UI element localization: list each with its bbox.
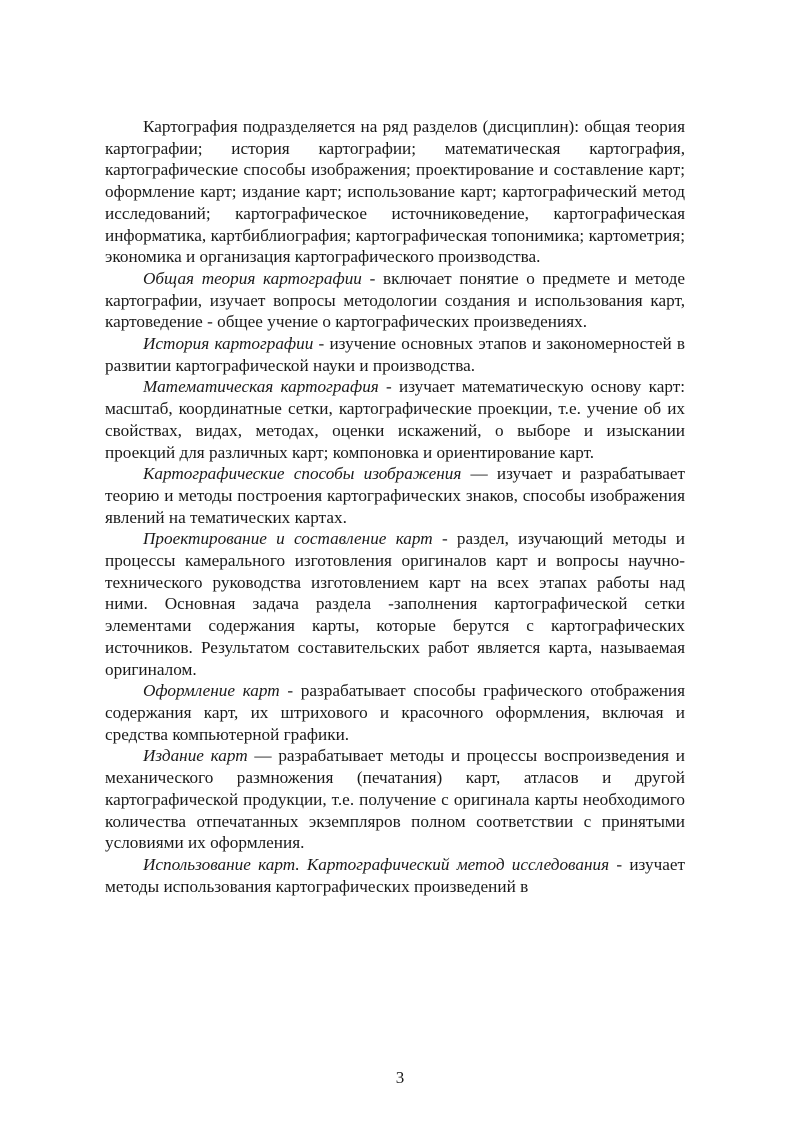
paragraph-text: Картография подразделяется на ряд разделов (дисциплин): общая теория картографии; история картографии; математическая картография, картографические способы изображения; проектирование и составление карт; оформление карт; издание карт; использование карт; картографический метод исследований; картографическое источниковедение, картографическая информатика, картбиблиография; картографическая топонимика; картометрия; экономика и организация картографического производства. xyxy=(105,117,685,267)
paragraph-map-publishing xyxy=(105,745,685,854)
paragraph-text: - изучает математическую основу карт: масштаб, координатные сетки, картографические проекции, т.е. учение об их свойствах, видах, методах, оценки искажений, о выборе и изыскании проекций для различных карт; компоновка и ориентирование карт. xyxy=(105,377,685,462)
paragraph-term: Издание карт xyxy=(143,746,248,766)
paragraph-history xyxy=(105,333,685,376)
paragraph-term: Математическая картография xyxy=(143,377,379,397)
paragraph-text: - изучает методы использования картографических произведений в xyxy=(105,854,685,896)
paragraph-term: Использование карт. Картографический метод исследования xyxy=(143,854,610,874)
paragraph-term: История картографии xyxy=(143,334,314,354)
paragraph-mathematical xyxy=(105,376,685,463)
paragraph-text: - раздел, изучающий методы и процессы камерального изготовления оригиналов карт и вопросы научно-технического руководства изготовлением карт на всех этапах работы над ними. Основная задача раздела -заполнения картографической сетки элементами содержания карты, которые берутся с картографических источников. Результатом составительских работ является карта, называемая оригиналом. xyxy=(105,529,686,679)
paragraph-map-design xyxy=(105,680,685,745)
paragraph-term: Общая теория картографии xyxy=(143,268,362,288)
paragraph-term: Проектирование и составление карт xyxy=(143,529,433,549)
paragraph-text: — разрабатывает методы и процессы воспроизведения и механического размножения (печатания) карт, атласов и другой картографической продукции, т.е. получение с оригинала карты необходимого количества отпечатанных экземпляров полном соответствии с принятыми условиями их оформления. xyxy=(105,746,685,853)
paragraph-general-theory xyxy=(105,268,685,333)
page-number: 3 xyxy=(395,1068,405,1087)
paragraph-intro xyxy=(105,116,685,268)
page-body xyxy=(105,116,685,897)
paragraph-text: - разрабатывает способы графического отображения содержания карт, их штрихового и красочного оформления, включая и средства компьютерной графики. xyxy=(105,681,685,744)
paragraph-text: — изучает и разрабатывает теорию и методы построения картографических знаков, способы изображения явлений на тематических картах. xyxy=(105,464,686,527)
paragraph-text: - изучение основных этапов и закономерностей в развитии картографической науки и производства. xyxy=(105,334,685,375)
paragraph-text: - включает понятие о предмете и методе картографии, изучает вопросы методологии создания и использования карт, картоведение - общее учение о картографических произведениях. xyxy=(105,268,685,332)
paragraph-term: Картографические способы изображения xyxy=(143,464,462,484)
paragraph-map-usage xyxy=(105,854,685,897)
paragraph-depiction-methods xyxy=(105,463,685,528)
paragraph-design-compilation xyxy=(105,528,685,680)
paragraph-term: Оформление карт xyxy=(143,681,280,701)
